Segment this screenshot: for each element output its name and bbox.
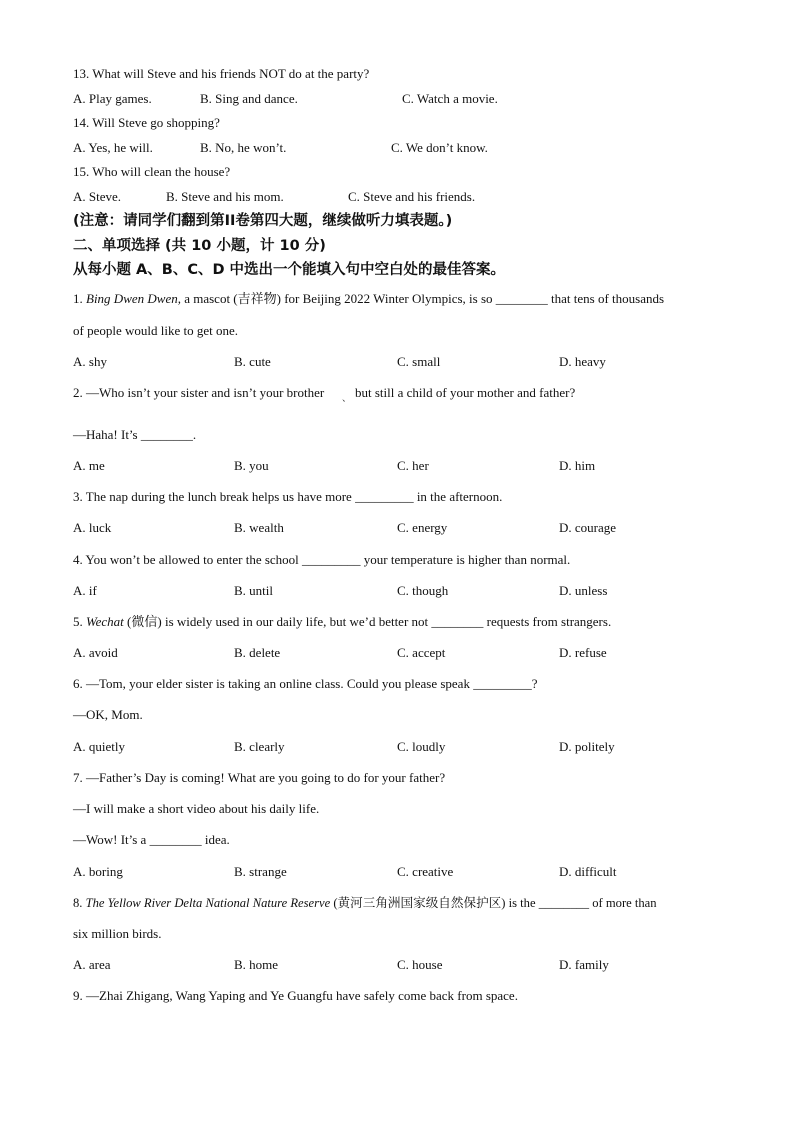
q2-option-b: B. you	[234, 458, 269, 473]
question-number: 8.	[73, 896, 86, 910]
q5-option-a: A. avoid	[73, 645, 118, 660]
section-title: 二、单项选择 (共 10 小题，计 10 分)	[73, 238, 326, 254]
q3-option-c: C. energy	[397, 520, 448, 535]
q3-option-a: A. luck	[73, 520, 112, 535]
q2-option-d: D. him	[559, 458, 596, 473]
q7-option-a: A. boring	[73, 864, 123, 879]
q7-option-b: B. strange	[234, 864, 287, 879]
q14-option-c: C. We don’t know.	[391, 140, 488, 155]
q13-option-c: C. Watch a movie.	[402, 91, 498, 106]
q8-option-a: A. area	[73, 957, 111, 972]
listening-note: (注意：请同学们翻到第II卷第四大题，继续做听力填表题。)	[73, 213, 453, 229]
q1-option-b: B. cute	[234, 354, 271, 369]
q1-option-d: D. heavy	[559, 354, 606, 369]
stem-text: (黄河三角洲国家级自然保护区) is the ________ of more than	[330, 896, 657, 910]
q8-option-c: C. house	[397, 957, 443, 972]
q8-option-d: D. family	[559, 957, 609, 972]
q7-option-d: D. difficult	[559, 864, 617, 879]
question-14: 14. Will Steve go shopping?	[73, 115, 220, 130]
q5-option-d: D. refuse	[559, 645, 607, 660]
italic-term: Wechat	[86, 614, 124, 629]
q4-option-c: C. though	[397, 583, 449, 598]
question-1-stem	[73, 291, 664, 307]
italic-term: The Yellow River Delta National Nature Reserve	[85, 896, 331, 910]
stem-text: (微信) is widely used in our daily life, but we’d better not ________ requests from strangers.	[123, 614, 612, 629]
question-8-stem-continued: six million birds.	[73, 926, 162, 941]
q15-option-b: B. Steve and his mom.	[166, 189, 284, 204]
question-1-stem-continued: of people would like to get one.	[73, 323, 238, 338]
question-3-stem: 3. The nap during the lunch break helps us have more _________ in the afternoon.	[73, 489, 503, 504]
q1-option-a: A. shy	[73, 354, 107, 369]
q5-option-c: C. accept	[397, 645, 446, 660]
q2-option-c: C. her	[397, 458, 429, 473]
q6-option-b: B. clearly	[234, 739, 285, 754]
section-instruction: 从每小题 A、B、C、D 中选出一个能填入句中空白处的最佳答案。	[73, 262, 506, 278]
question-2-stem-after: but still a child of your mother and father?	[355, 385, 576, 400]
q8-option-b: B. home	[234, 957, 279, 972]
q13-option-a: A. Play games.	[73, 91, 152, 106]
question-2-stem: 2. —Who isn’t your sister and isn’t your brother	[73, 385, 325, 400]
question-13: 13. What will Steve and his friends NOT do at the party?	[73, 66, 370, 81]
q6-option-a: A. quietly	[73, 739, 125, 754]
question-7-response: —Wow! It’s a ________ idea.	[73, 832, 230, 847]
q1-option-c: C. small	[397, 354, 441, 369]
stem-text: a mascot (吉祥物) for Beijing 2022 Winter Olympics, is so ________ that tens of thousands	[180, 291, 665, 306]
q4-option-a: A. if	[73, 583, 97, 598]
q14-option-b: B. No, he won’t.	[200, 140, 287, 155]
q15-option-a: A. Steve.	[73, 189, 122, 204]
punctuation-mark: 、	[342, 393, 352, 403]
question-8-stem	[73, 895, 657, 911]
question-7-stem: 7. —Father’s Day is coming! What are you going to do for your father?	[73, 770, 446, 785]
q15-option-c: C. Steve and his friends.	[348, 189, 476, 204]
q2-option-a: A. me	[73, 458, 105, 473]
italic-term: Bing Dwen Dwen,	[86, 291, 181, 306]
q13-option-b: B. Sing and dance.	[200, 91, 298, 106]
question-number: 1.	[73, 291, 86, 306]
question-6-stem: 6. —Tom, your elder sister is taking an online class. Could you please speak _________?	[73, 676, 538, 691]
q6-option-c: C. loudly	[397, 739, 446, 754]
question-5-stem	[73, 614, 611, 630]
question-7-reply: —I will make a short video about his daily life.	[73, 801, 320, 816]
q3-option-d: D. courage	[559, 520, 617, 535]
question-2-answer-line: —Haha! It’s ________.	[73, 427, 197, 442]
q3-option-b: B. wealth	[234, 520, 284, 535]
q14-option-a: A. Yes, he will.	[73, 140, 153, 155]
q4-option-b: B. until	[234, 583, 274, 598]
q4-option-d: D. unless	[559, 583, 608, 598]
question-4-stem: 4. You won’t be allowed to enter the school _________ your temperature is higher than normal.	[73, 552, 571, 567]
question-6-reply: —OK, Mom.	[73, 707, 143, 722]
q5-option-b: B. delete	[234, 645, 281, 660]
question-9-stem: 9. —Zhai Zhigang, Wang Yaping and Ye Guangfu have safely come back from space.	[73, 988, 518, 1003]
question-number: 5.	[73, 614, 86, 629]
question-15: 15. Who will clean the house?	[73, 164, 231, 179]
q7-option-c: C. creative	[397, 864, 454, 879]
q6-option-d: D. politely	[559, 739, 615, 754]
